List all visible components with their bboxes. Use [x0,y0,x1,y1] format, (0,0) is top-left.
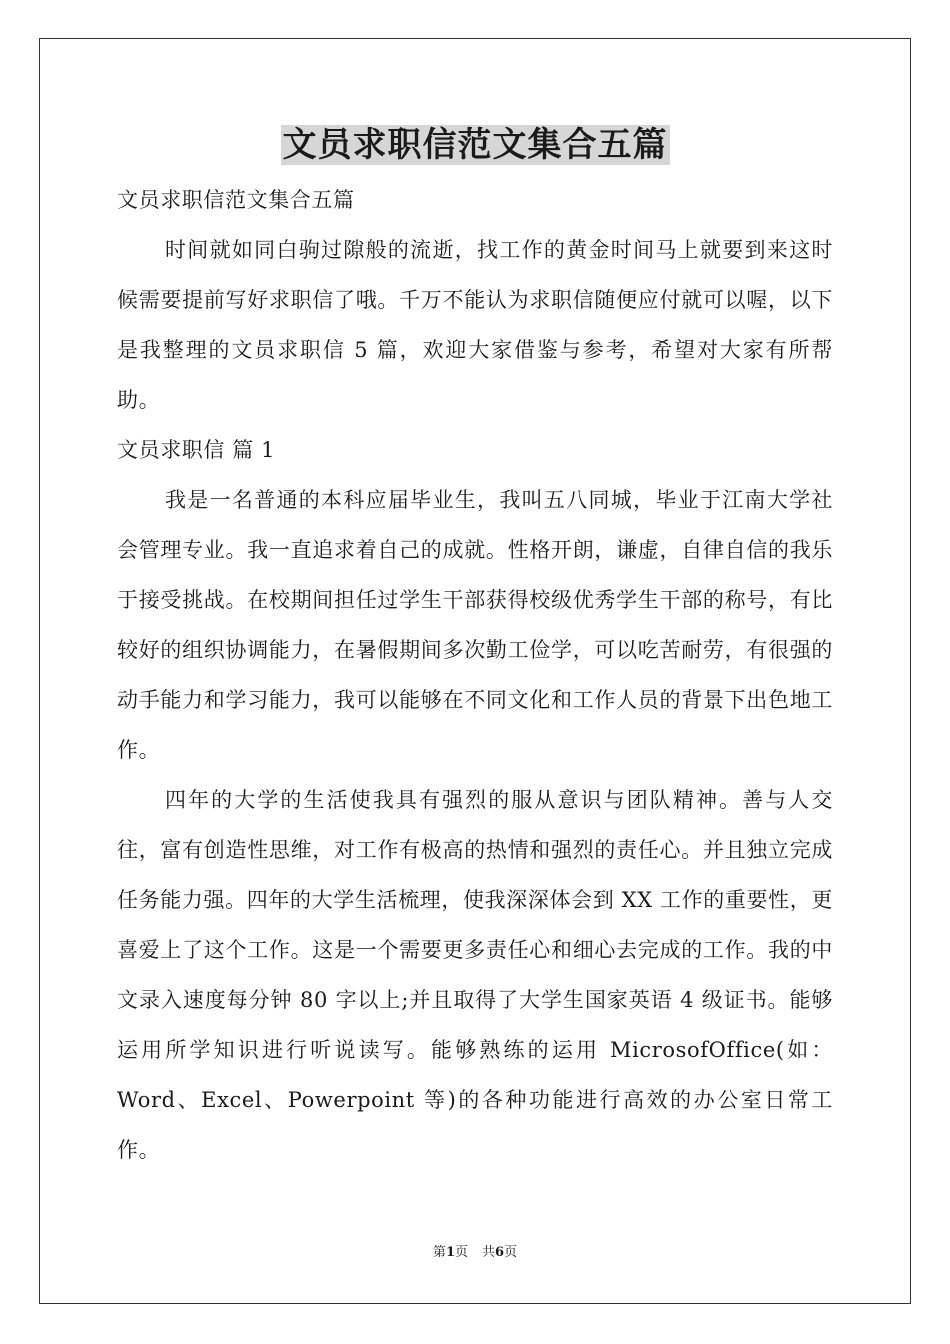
page-total: 6 [495,1245,505,1260]
document-body [117,175,833,1175]
page-footer [0,1244,950,1262]
page-current: 1 [445,1245,455,1260]
body-paragraph-2: 四年的大学的生活使我具有强烈的服从意识与团队精神。善与人交往，富有创造性思维，对工作有极高的热情和强烈的责任心。并且独立完成任务能力强。四年的大学生活梳理，使我深深体会到 XX 工作的重要性，更喜爱上了这个工作。这是一个需要更多责任心和细心去完成的工作。我的中文录入速度每分钟 80 字以上;并且取得了大学生国家英语 4 级证书。能够运用所学知识进行听说读写。能够熟练的运用 MicrosofOffice(如：Word、Excel、Powerpoint 等)的各种功能进行高效的办公室日常工作。 [117,788,833,1162]
page-prefix: 第 [432,1245,446,1260]
section-heading: 文员求职信 篇 1 [117,438,276,462]
subtitle-line: 文员求职信范文集合五篇 [117,188,355,212]
page-unit: 页 [454,1245,468,1260]
total-unit: 页 [504,1245,518,1260]
document-title-text: 文员求职信范文集合五篇 [282,125,668,165]
total-prefix: 共 [482,1245,496,1260]
document-title [0,122,950,168]
intro-paragraph: 时间就如同白驹过隙般的流逝，找工作的黄金时间马上就要到来这时候需要提前写好求职信了哦。千万不能认为求职信随便应付就可以喔，以下是我整理的文员求职信 5 篇，欢迎大家借鉴与参考，希望对大家有所帮助。 [117,238,833,412]
body-paragraph-1: 我是一名普通的本科应届毕业生，我叫五八同城，毕业于江南大学社会管理专业。我一直追求着自己的成就。性格开朗，谦虚，自律自信的我乐于接受挑战。在校期间担任过学生干部获得校级优秀学生干部的称号，有比较好的组织协调能力，在暑假期间多次勤工俭学，可以吃苦耐劳，有很强的动手能力和学习能力，我可以能够在不同文化和工作人员的背景下出色地工作。 [117,488,833,762]
